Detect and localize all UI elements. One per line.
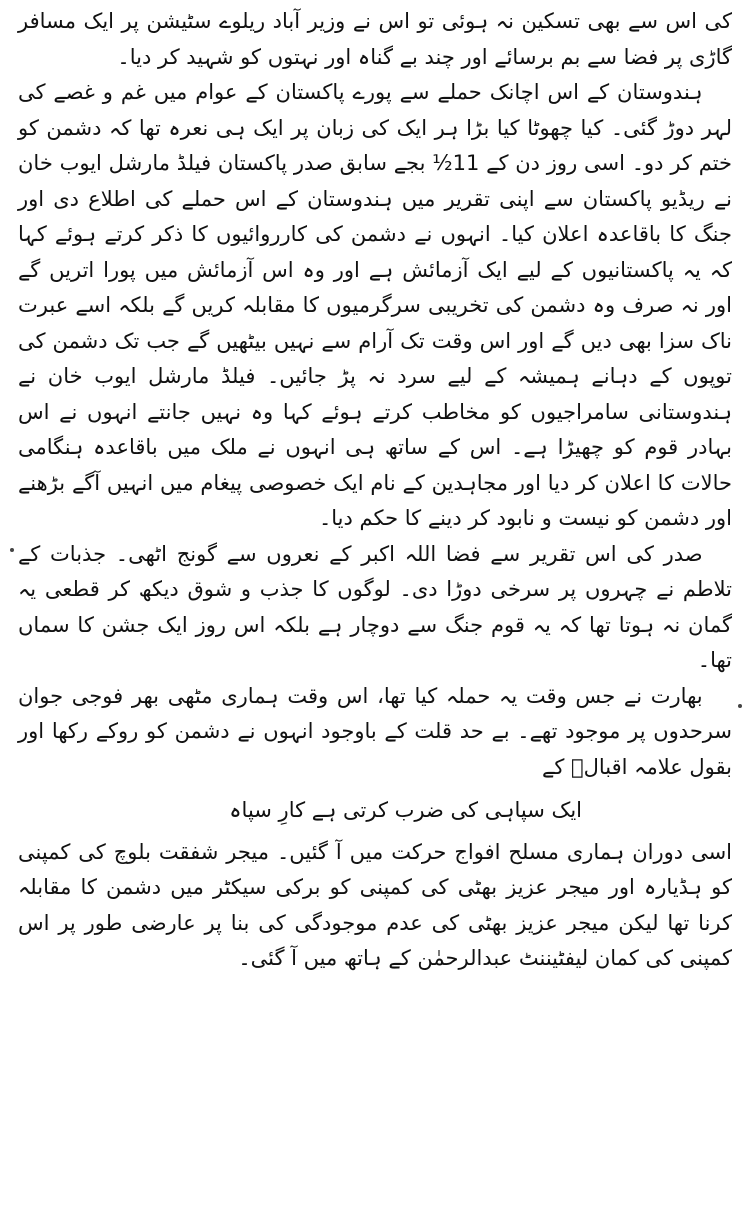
scan-mark bbox=[10, 548, 14, 552]
urdu-text-body bbox=[18, 4, 732, 977]
closing-paragraph: اسی دوران ہماری مسلح افواج حرکت میں آ گئیں۔ میجر شفقت بلوچ کی کمپنی کو ہڈیارہ اور میجر عزیز بھٹی کی کمپنی کو برکی سیکٹر میں دشمن کا مقابلہ کرنا تھا لیکن میجر عزیز بھٹی کی عدم موجودگی کی بنا پر عارضی طور پر اس کمپنی کی کمان لیفٹیننٹ عبدالرحمٰن کے ہاتھ میں آ گئی۔ bbox=[18, 839, 732, 970]
paragraph-3: صدر کی اس تقریر سے فضا اللہ اکبر کے نعروں سے گونج اٹھی۔ جذبات کے تلاطم نے چہروں پر سرخی دوڑا دی۔ لوگوں کا جذب و شوق دیکھ کر قطعی یہ گمان نہ ہوتا تھا کہ یہ قوم جنگ سے دوچار ہے بلکہ اس روز ایک جشن کا سماں تھا۔ bbox=[18, 541, 732, 672]
paragraph-1: کی اس سے بھی تسکین نہ ہوئی تو اس نے وزیر آباد ریلوے سٹیشن پر ایک مسافر گاڑی پر فضا سے بم برسائے اور چند بے گناہ اور نہتوں کو شہید کر دیا۔ bbox=[18, 9, 732, 69]
paragraph-4: بھارت نے جس وقت یہ حملہ کیا تھا، اس وقت ہماری مٹھی بھر فوجی جوان سرحدوں پر موجود تھے۔ بے حد قلت کے باوجود انہوں نے دشمن کو روکے رکھا اور بقول علامہ اقبالؒ کے bbox=[18, 683, 732, 779]
verse-line: ایک سپاہی کی ضرب کرتی ہے کارِ سپاہ bbox=[229, 798, 582, 822]
scan-mark bbox=[738, 704, 742, 708]
paragraph-2: ہندوستان کے اس اچانک حملے سے پورے پاکستان کے عوام میں غم و غصے کی لہر دوڑ گئی۔ کیا چھوٹا کیا بڑا ہر ایک کی زبان پر ایک ہی نعرہ تھا کہ دشمن کو ختم کر دو۔ اسی روز دن کے 11½ بجے سابق صدر پاکستان فیلڈ مارشل ایوب خان نے ریڈیو پاکستان سے اپنی تقریر میں ہندوستان کے اس حملے کی اطلاع دی اور جنگ کا باقاعدہ اعلان کیا۔ انہوں نے دشمن کی کارروائیوں کا ذکر کرتے ہوئے کہا کہ یہ پاکستانیوں کے لیے ایک آزمائش ہے اور وہ اس آزمائش میں پورا اتریں گے اور نہ صرف وہ دشمن کی تخریبی سرگرمیوں کا مقابلہ کریں گے بلکہ اسے عبرت ناک سزا بھی دیں گے اور اس وقت تک آرام سے نہیں بیٹھیں گے جب تک دشمن کی توپوں کے دہانے ہمیشہ کے لیے سرد نہ پڑ جائیں۔ فیلڈ مارشل ایوب خان نے ہندوستانی سامراجیوں کو مخاطب کرتے ہوئے کہا وہ نہیں جانتے انہوں نے اس بہادر قوم کو چھیڑا ہے۔ اس کے ساتھ ہی انہوں نے ملک میں باقاعدہ ہنگامی حالات کا اعلان کر دیا اور مجاہدین کے نام ایک خصوصی پیغام میں انہیں آگے بڑھنے اور دشمن کو نیست و نابود کر دینے کا حکم دیا۔ bbox=[18, 80, 732, 530]
